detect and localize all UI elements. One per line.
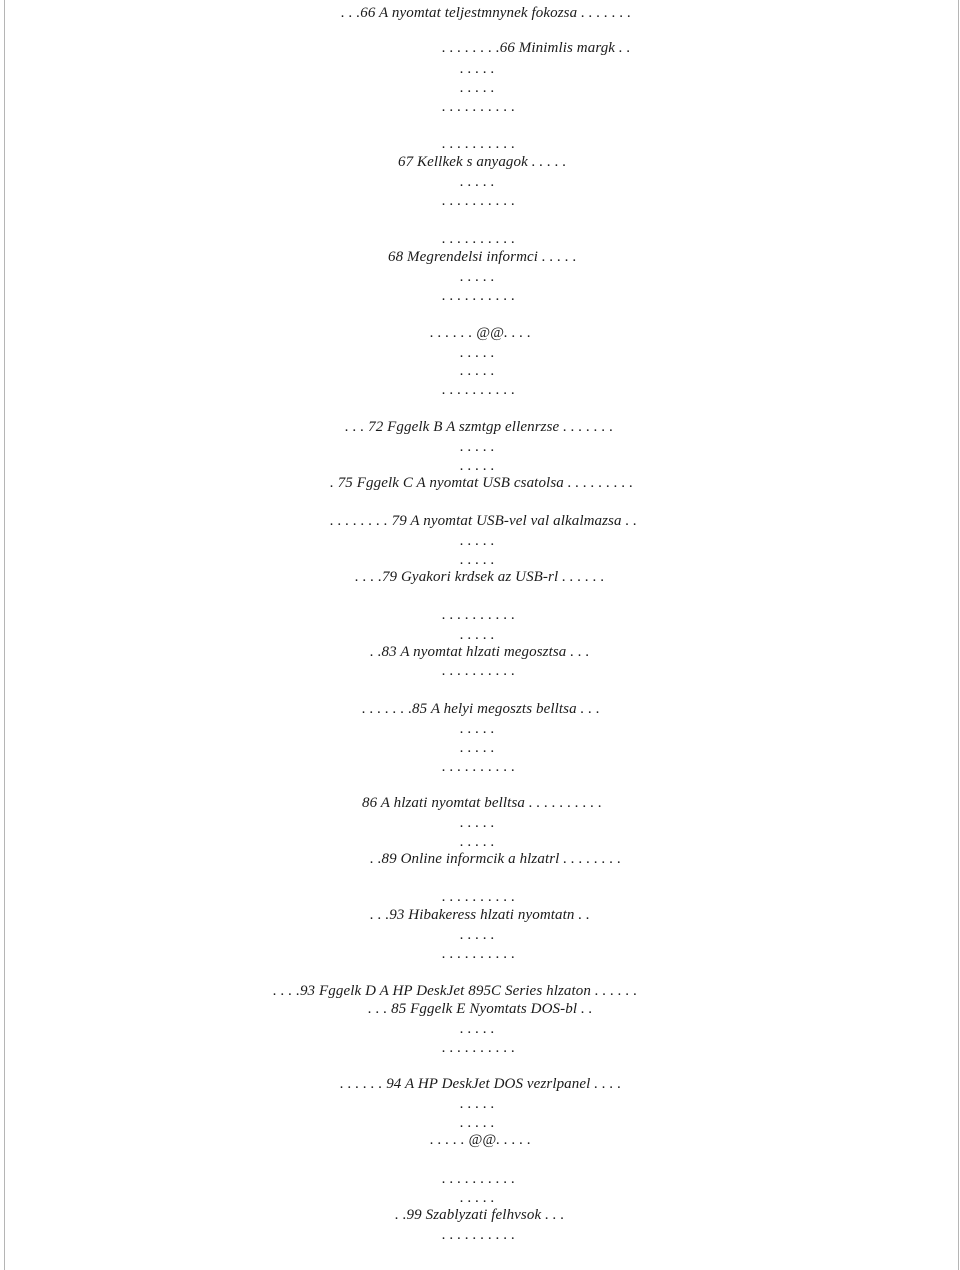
toc-line: 68 Megrendelsi informci . . . . . — [388, 249, 577, 265]
toc-line: . . . . . . . . . . — [442, 759, 516, 775]
toc-line: . . . . . — [460, 345, 495, 361]
toc-line: . . .66 A nyomtat teljestmnynek fokozsa . . . . . . . — [341, 5, 632, 21]
toc-line: . . . . . — [460, 721, 495, 737]
toc-line: . . . . . — [460, 80, 495, 96]
toc-line: 86 A hlzati nyomtat belltsa . . . . . . . . . . — [362, 795, 602, 811]
toc-line: . . . . . . . . . . — [442, 99, 516, 115]
toc-line: . . . . . — [460, 458, 495, 474]
toc-line: . . . . . — [460, 269, 495, 285]
toc-line: . . . . . . . . . . — [442, 1227, 516, 1243]
toc-line: . . . . . . 94 A HP DeskJet DOS vezrlpanel . . . . — [340, 1076, 622, 1092]
toc-line: . . .93 Hibakeress hlzati nyomtatn . . — [370, 907, 590, 923]
toc-line: . . . . . — [460, 834, 495, 850]
toc-line: . . . . . — [460, 1021, 495, 1037]
toc-line: . . . . . . . . . . — [442, 231, 516, 247]
toc-line: . . . .79 Gyakori krdsek az USB-rl . . . . . . — [355, 569, 605, 585]
toc-line: . . . . . . . . . . — [442, 663, 516, 679]
toc-line: . . . . . — [460, 1190, 495, 1206]
toc-line: . . . . . — [460, 627, 495, 643]
toc-line: . . . . . . . . . . — [442, 889, 516, 905]
toc-line: . . . . . . . . . . — [442, 193, 516, 209]
toc-line: . . . . . — [460, 363, 495, 379]
toc-line: . . . . . . . . . . — [442, 1040, 516, 1056]
toc-line: . . . . . — [460, 740, 495, 756]
toc-line: . . . . . — [460, 439, 495, 455]
toc-line: . . . 85 Fggelk E Nyomtats DOS-bl . . — [368, 1001, 593, 1017]
toc-line: 67 Kellkek s anyagok . . . . . — [398, 154, 567, 170]
toc-line: . . . . . — [460, 1115, 495, 1131]
toc-line: . . . . . . . .66 Minimlis margk . . — [442, 40, 631, 56]
toc-line: . . . . . . . . . . — [442, 288, 516, 304]
toc-line: . .99 Szablyzati felhvsok . . . — [395, 1207, 565, 1223]
toc-line: . . . . . . .85 A helyi megoszts belltsa . . . — [362, 701, 600, 717]
toc-line: . . . . . . . . . . — [442, 136, 516, 152]
toc-line: . .83 A nyomtat hlzati megosztsa . . . — [370, 644, 590, 660]
toc-line: . . . . . . @@. . . . — [430, 325, 531, 341]
toc-line: . . . . . . . . . . — [442, 946, 516, 962]
toc-line: . .89 Online informcik a hlzatrl . . . . . . . . — [370, 851, 622, 867]
toc-line: . . . . . — [460, 61, 495, 77]
toc-line: . . . . . @@. . . . . — [430, 1132, 531, 1148]
toc-line: . . . . . — [460, 533, 495, 549]
toc-line: . . . . . . . . . . — [442, 1171, 516, 1187]
toc-line: . . . . . — [460, 552, 495, 568]
toc-line: . . . 72 Fggelk B A szmtgp ellenrzse . . . . . . . — [345, 419, 614, 435]
toc-line: . . . . . — [460, 1096, 495, 1112]
toc-line: . . . . . . . . 79 A nyomtat USB-vel val alkalmazsa . . — [330, 513, 637, 529]
toc-line: . . . . . . . . . . — [442, 382, 516, 398]
toc-line: . . . . . — [460, 815, 495, 831]
toc-line: . . . .93 Fggelk D A HP DeskJet 895C Series hlzaton . . . . . . — [273, 983, 638, 999]
toc-line: . . . . . — [460, 927, 495, 943]
toc-line: . . . . . — [460, 174, 495, 190]
toc-line: . 75 Fggelk C A nyomtat USB csatolsa . . . . . . . . . — [330, 475, 634, 491]
toc-line: . . . . . . . . . . — [442, 607, 516, 623]
